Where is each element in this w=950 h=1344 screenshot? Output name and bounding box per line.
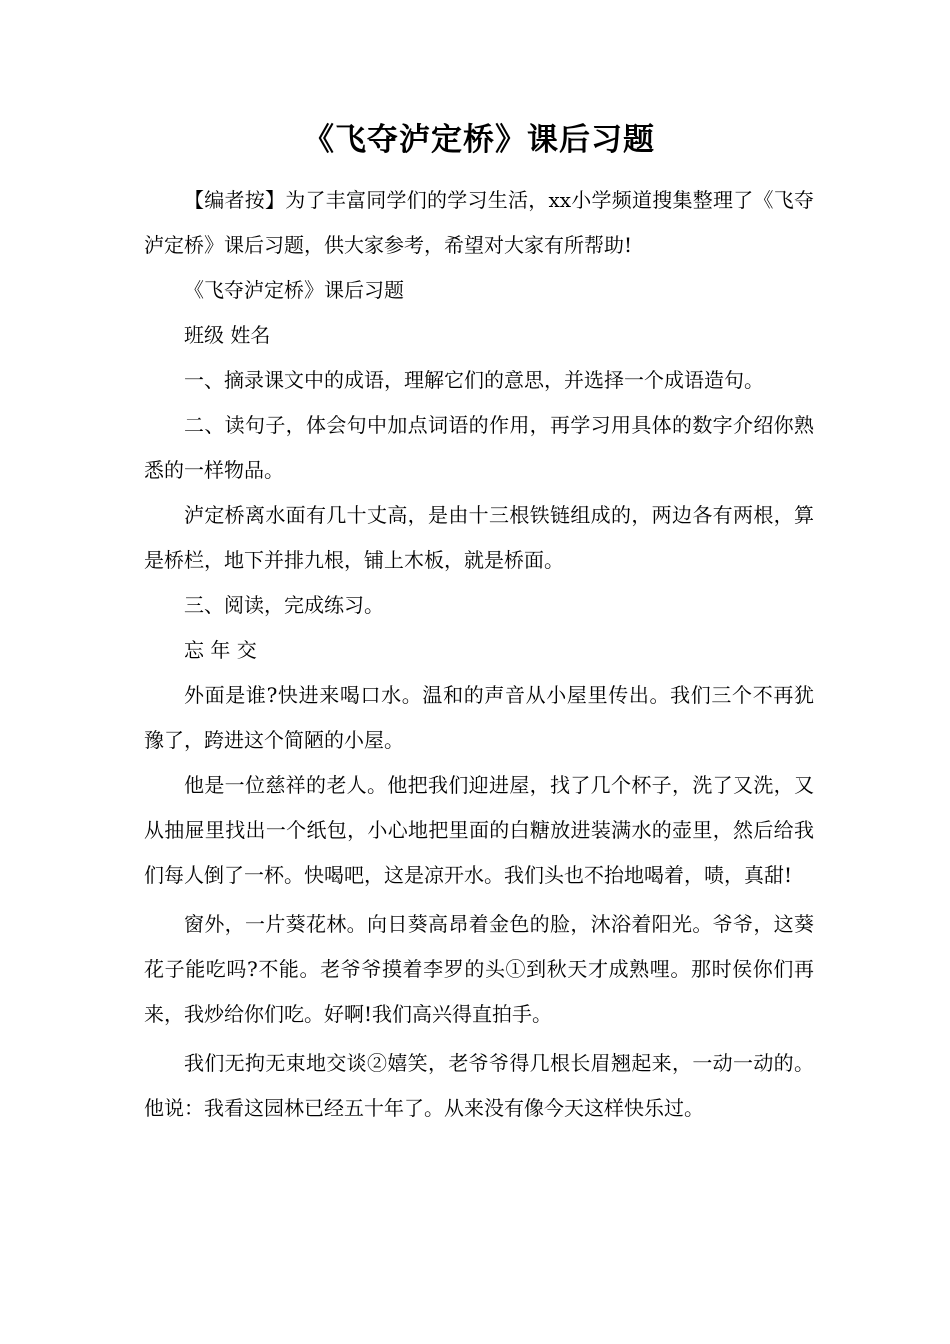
reading-paragraph-1: 外面是谁?快进来喝口水。温和的声音从小屋里传出。我们三个不再犹豫了，跨进这个简陋的小屋。: [144, 683, 814, 752]
reading-paragraph-4: 我们无拘无束地交谈②嬉笑，老爷爷得几根长眉翘起来，一动一动的。他说：我看这园林已经五十年了。从来没有像今天这样快乐过。: [144, 1051, 814, 1120]
question-three: 三、阅读，完成练习。: [184, 593, 384, 617]
example-sentence: 泸定桥离水面有几十丈高，是由十三根铁链组成的，两边各有两根，算是桥栏，地下并排九根，铺上木板，就是桥面。: [144, 503, 814, 572]
editor-note-paragraph: 【编者按】为了丰富同学们的学习生活，xx小学频道搜集整理了《飞夺泸定桥》课后习题，供大家参考，希望对大家有所帮助!: [144, 188, 814, 257]
question-two: 二、读句子，体会句中加点词语的作用，再学习用具体的数字介绍你熟悉的一样物品。: [144, 413, 814, 482]
exercise-heading: 《飞夺泸定桥》课后习题: [184, 278, 404, 302]
question-one: 一、摘录课文中的成语，理解它们的意思，并选择一个成语造句。: [184, 368, 764, 392]
reading-title: 忘 年 交: [184, 638, 257, 662]
reading-paragraph-2: 他是一位慈祥的老人。他把我们迎进屋，找了几个杯子，洗了又洗，又从抽屉里找出一个纸包，小心地把里面的白糖放进装满水的壶里，然后给我们每人倒了一杯。快喝吧，这是凉开水。我们头也不抬地喝着，啧，真甜!: [144, 773, 814, 887]
document-page: [144, 116, 814, 1131]
document-title: 《飞夺泸定桥》课后习题: [303, 122, 655, 158]
reading-paragraph-3: 窗外，一片葵花林。向日葵高昂着金色的脸，沐浴着阳光。爷爷，这葵花子能吃吗?不能。老爷爷摸着李罗的头①到秋天才成熟哩。那时侯你们再来，我炒给你们吃。好啊!我们高兴得直拍手。: [144, 912, 814, 1026]
class-name-line: 班级 姓名: [184, 323, 271, 347]
